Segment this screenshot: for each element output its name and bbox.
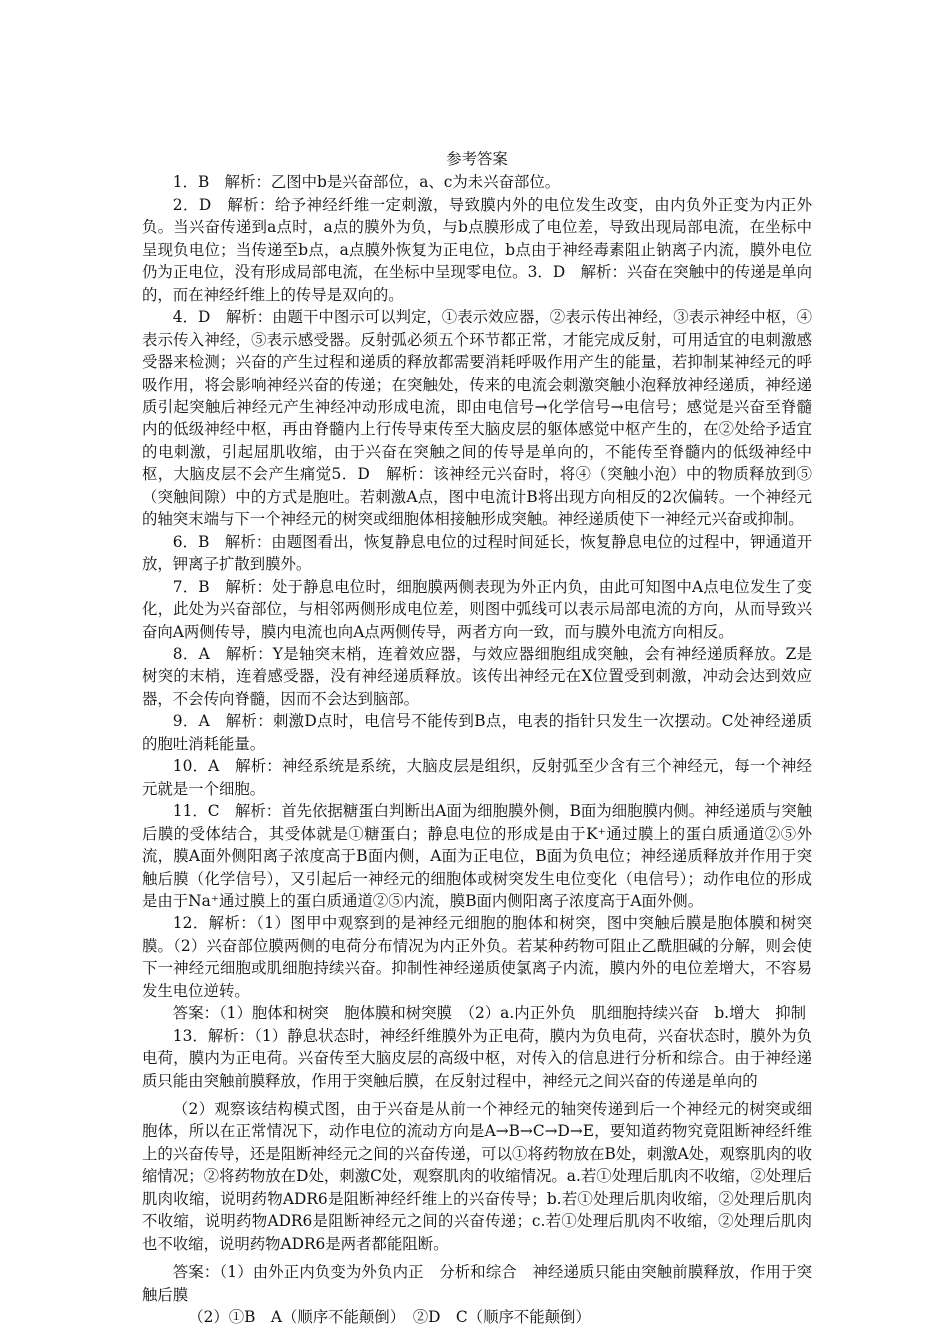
- answer-4-5: 4．D 解析：由题干中图示可以判定，①表示效应器，②表示传出神经，③表示神经中枢，④表示传入神经，⑤表示感受器。反射弧必须五个环节都正常，才能完成反射，可用适宜的电刺激感受器来检测；兴奋的产生过程和递质的释放都需要消耗呼吸作用产生的能量，若抑制某神经元的呼吸作用，将会影响神经兴奋的传递；在突触处，传来的电流会刺激突触小泡释放神经递质，神经递质引起突触后神经元产生神经冲动形成电流，即由电信号→化学信号→电信号；感觉是兴奋至脊髓内的低级神经中枢，再由脊髓内上行传导束传至大脑皮层的躯体感觉中枢产生的，在②处给予适宜的电刺激，引起屈肌收缩，由于兴奋在突触之间的传导是单向的，不能传至脊髓内的低级神经中枢，大脑皮层不会产生痛觉5．D 解析：该神经元兴奋时，将④（突触小泡）中的物质释放到⑤（突触间隙）中的方式是胞吐。若刺激A点，图中电流计B将出现方向相反的2次偏转。一个神经元的轴突末端与下一个神经元的树突或细胞体相接触形成突触。神经递质使下一神经元兴奋或抑制。: [142, 308, 812, 529]
- answer-7: 7．B 解析：处于静息电位时，细胞膜两侧表现为外正内负，由此可知图中A点电位发生了变化，此处为兴奋部位，与相邻两侧形成电位差，则图中弧线可以表示局部电流的方向，从而导致兴奋向A两侧传导，膜内电流也向A点两侧传导，两者方向一致，而与膜外电流方向相反。: [142, 577, 812, 641]
- answer-12-result: 答案：（1）胞体和树突 胞体膜和树突膜 （2）a.内正外负 肌细胞持续兴奋 b.增大 抑制: [172, 1004, 807, 1023]
- answer-1: 1．B 解析：乙图中b是兴奋部位，a、c为未兴奋部位。: [172, 173, 561, 192]
- answer-11: 11．C 解析：首先依据糖蛋白判断出A面为细胞膜外侧，B面为细胞膜内侧。神经递质与突触后膜的受体结合，其受体就是①糖蛋白；静息电位的形成是由于K⁺通过膜上的蛋白质通道②⑤外流，膜A面外侧阳离子浓度高于B面内侧，A面为正电位，B面为负电位；神经递质释放并作用于突触后膜（化学信号），又引起后一神经元的细胞体或树突发生电位变化（电信号）；动作电位的形成是由于Na⁺通过膜上的蛋白质通道②⑤内流，膜B面内侧阳离子浓度高于A面外侧。: [142, 802, 812, 910]
- answer-10: 10．A 解析：神经系统是系统，大脑皮层是组织，反射弧至少含有三个神经元，每一个神经元就是一个细胞。: [142, 757, 812, 798]
- answer-13-result-2: （2）①B A（顺序不能颠倒） ②D C（顺序不能颠倒）: [188, 1308, 591, 1327]
- answer-2-3: 2．D 解析：给予神经纤维一定刺激，导致膜内外的电位发生改变，由内负外正变为内正外负。当兴奋传递到a点时，a点的膜外为负，与b点膜形成了电位差，导致出现局部电流，在坐标中呈现负电位；当传递至b点，a点膜外恢复为正电位，b点由于神经毒素阻止钠离子内流，膜外电位仍为正电位，没有形成局部电流，在坐标中呈现零电位。3．D 解析：兴奋在突触中的传递是单向的，而在神经纤维上的传导是双向的。: [142, 195, 812, 304]
- answer-8: 8．A 解析：Y是轴突末梢，连着效应器，与效应器细胞组成突触，会有神经递质释放。Z是树突的末梢，连着感受器，没有神经递质释放。该传出神经元在X位置受到刺激，冲动会达到效应器，不会传向脊髓，因而不会达到脑部。: [142, 644, 812, 708]
- answer-6: 6．B 解析：由题图看出，恢复静息电位的过程时间延长，恢复静息电位的过程中，钾通道开放，钾离子扩散到膜外。: [142, 532, 812, 574]
- answer-13-analysis-2: （2）观察该结构模式图，由于兴奋是从前一个神经元的轴突传递到后一个神经元的树突或细胞体，所以在正常情况下，动作电位的流动方向是A→B→C→D→E，要知道药物究竟阻断神经纤维上的兴奋传导，还是阻断神经元之间的兴奋传递，可以①将药物放在B处，刺激A处，观察肌肉的收缩情况；②将药物放在D处，刺激C处，观察肌肉的收缩情况。a.若①处理后肌肉不收缩，②处理后肌肉收缩，说明药物ADR6是阻断神经纤维上的兴奋传导；b.若①处理后肌肉收缩，②处理后肌肉不收缩，说明药物ADR6是阻断神经元之间的兴奋传递；c.若①处理后肌肉不收缩，②处理后肌肉也不收缩，说明药物ADR6是两者都能阻断。: [142, 1100, 812, 1253]
- answer-sheet: [142, 148, 812, 1329]
- answer-12-analysis: 12．解析：（1）图甲中观察到的是神经元细胞的胞体和树突，图中突触后膜是胞体膜和树突膜。（2）兴奋部位膜两侧的电荷分布情况为内正外负。若某种药物可阻止乙酰胆碱的分解，则会使下一神经元细胞或肌细胞持续兴奋。抑制性神经递质使氯离子内流，膜内外的电位差增大，不容易发生电位逆转。: [142, 914, 812, 1000]
- page-title: 参考答案: [446, 150, 508, 168]
- answer-9: 9．A 解析：刺激D点时，电信号不能传到B点，电表的指针只发生一次摆动。C处神经递质的胞吐消耗能量。: [142, 712, 812, 753]
- answer-13-result-1: 答案：（1）由外正内负变为外负内正 分析和综合 神经递质只能由突触前膜释放，作用于突触后膜: [142, 1263, 812, 1304]
- answer-13-analysis-1: 13．解析：（1）静息状态时，神经纤维膜外为正电荷，膜内为负电荷，兴奋状态时，膜外为负电荷，膜内为正电荷。兴奋传至大脑皮层的高级中枢，对传入的信息进行分析和综合。由于神经递质只能由突触前膜释放，作用于突触后膜，在反射过程中，神经元之间兴奋的传递是单向的: [142, 1026, 812, 1090]
